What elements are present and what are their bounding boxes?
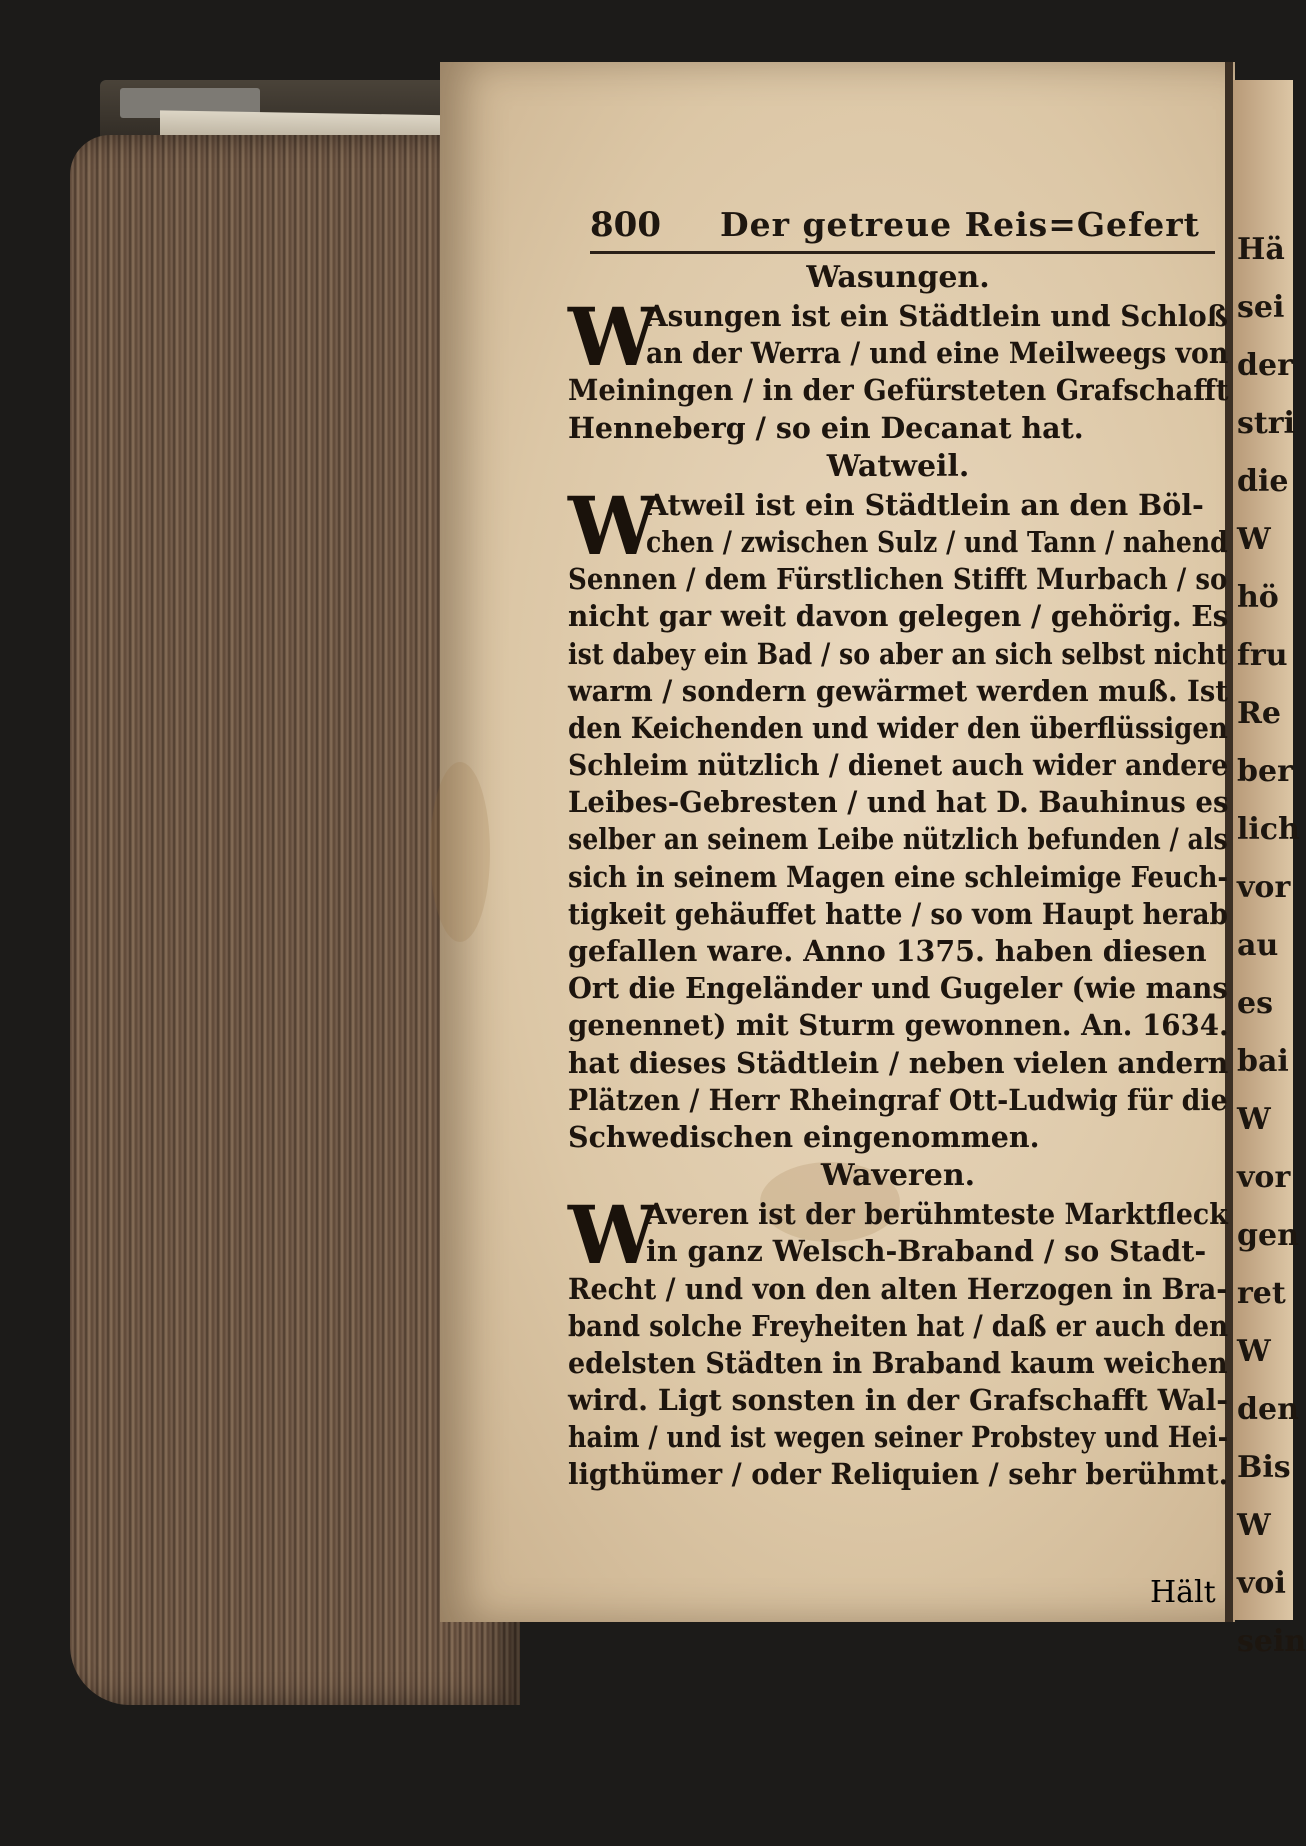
facing-page-fragment: fru [1237,638,1288,673]
text-line: wird. Ligt sonsten in der Grafschafft Wal- [568,1383,1229,1418]
text-line: band solche Freyheiten hat / daß er auch den [568,1308,1228,1343]
facing-page-fragment: ber [1237,754,1293,789]
entry-heading: Watweil. [826,448,970,484]
text-line: ligthümer / oder Reliquien / sehr berühmt. [568,1457,1229,1492]
drop-capital: W [568,1188,658,1283]
text-line: haim / und ist wegen seiner Probstey und Hei- [568,1420,1229,1455]
facing-page-fragment: die [1237,464,1289,499]
text-line: Ort die Engeländer und Gugeler (wie mans [568,971,1228,1006]
text-line: in ganz Welsch-Braband / so Stadt- [646,1234,1207,1269]
text-line: ist dabey ein Bad / so aber an sich selbst nicht [568,636,1228,671]
facing-page-fragment: der [1237,348,1293,383]
facing-page-fragment: stri [1237,406,1295,441]
facing-page-fragment: vor [1237,870,1291,905]
facing-page-fragment: W [1237,1508,1271,1543]
facing-page-fragment: ret [1237,1276,1286,1311]
text-line: warm / sondern gewärmet werden muß. Ist [568,673,1228,708]
text-line: Leibes-Gebresten / und hat D. Bauhinus es [568,785,1229,820]
text-line: Schwedischen eingenommen. [568,1119,1040,1154]
water-stain [430,762,490,942]
text-line: den Keichenden und wider den überflüssigen [568,710,1228,745]
drop-capital: W [568,290,658,384]
facing-page-fragment: Hä [1237,232,1285,267]
facing-page-fragment: Re [1237,696,1282,731]
facing-page-fragment: voi [1237,1566,1286,1601]
facing-page-fragment: bai [1237,1044,1289,1079]
text-line: genennet) mit Sturm gewonnen. An. 1634. [568,1008,1229,1043]
facing-page-fragment: au [1237,928,1279,963]
running-title: Der getreue Reis=Gefert [720,205,1200,244]
text-line: Schleim nützlich / dienet auch wider andere [568,748,1229,783]
text-line: hat dieses Städtlein / neben vielen andern [568,1045,1229,1080]
facing-page-fragment: sein [1237,1624,1306,1659]
entry-paragraph [568,1188,1229,1494]
text-line: nicht gar weit davon gelegen / gehörig. Es [568,599,1229,634]
text-line: edelsten Städten in Braband kaum weichen [568,1345,1228,1380]
entry-heading: Wasungen. [806,260,990,295]
facing-page-fragment: hö [1237,580,1279,615]
entry-heading: Waveren. [820,1158,976,1194]
text-line: Atweil ist ein Städtlein an den Böl- [646,487,1204,522]
text-line: selber an seinem Leibe nützlich befunden / als [568,822,1228,857]
text-line: tigkeit gehäuffet hatte / so vom Haupt herab [568,896,1228,931]
text-line: an der Werra / und eine Meilweegs von [646,336,1229,371]
text-line: Plätzen / Herr Rheingraf Ott-Ludwig für die [568,1082,1228,1117]
facing-page-fragment: lich [1237,812,1300,847]
facing-page-fragment: W [1237,522,1271,557]
text-line: Meiningen / in der Gefürsteten Grafschafft [568,373,1229,408]
facing-page-fragment: den [1237,1392,1299,1427]
facing-page-fragment: vor [1237,1160,1291,1195]
page-number: 800 [590,205,661,245]
facing-page-fragment: gen [1237,1218,1299,1253]
facing-page-fragment: es [1237,986,1273,1021]
entry-paragraph [568,290,1229,447]
facing-page-fragment: W [1237,1102,1271,1137]
facing-page-fragment: Bis [1237,1450,1291,1485]
page-header [590,205,1215,254]
drop-capital: W [568,478,658,573]
facing-page-edge [1233,80,1306,1659]
entry-paragraph [568,478,1229,1156]
text-line: Recht / und von den alten Herzogen in Bra- [568,1271,1228,1306]
facing-page-fragment: sei [1237,290,1285,325]
text-line: gefallen ware. Anno 1375. haben diesen [568,934,1207,968]
text-line: chen / zwischen Sulz / und Tann / nahend [646,524,1228,559]
text-line: sich in seinem Magen eine schleimige Feuch- [568,859,1229,894]
page-body [568,258,1228,1494]
text-line: Averen ist der berühmteste Marktfleck [646,1197,1228,1232]
text-line: Henneberg / so ein Decanat hat. [568,410,1084,445]
text-line: Sennen / dem Fürstlichen Stifft Murbach / so [568,562,1228,597]
facing-page-fragment: W [1237,1334,1271,1369]
text-line: Asungen ist ein Städtlein und Schloß [646,299,1228,333]
facing-page-text [1233,230,1306,1662]
catchword: Hält [1150,1575,1216,1610]
